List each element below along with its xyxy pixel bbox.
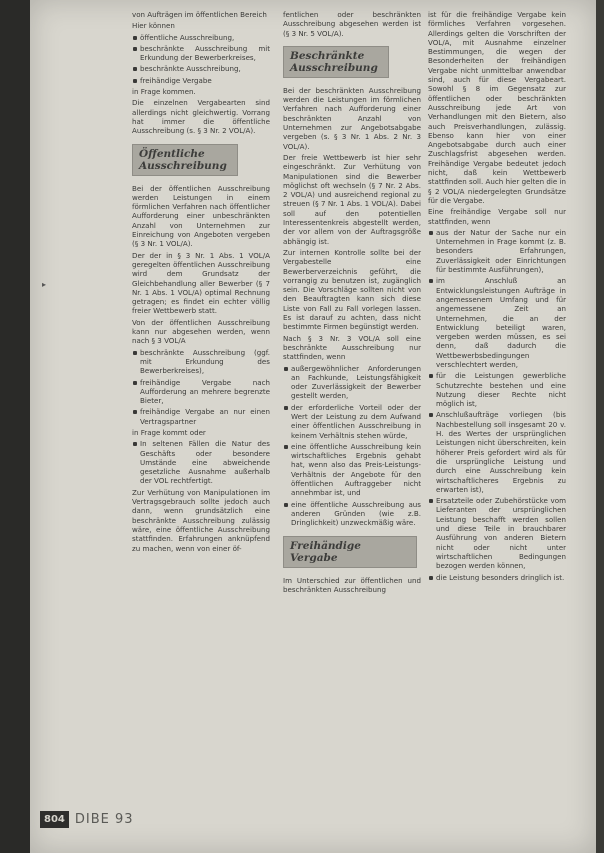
page-number: 804 [40, 811, 69, 828]
list-item: eine öffentliche Ausschreibung kein wirtschaftliches Ergebnis gehabt hat, wenn also das Preis-Leistungs-Verhältnis der Angebote für den öffentlichen Auftraggeber nicht annehmbar ist, und [283, 442, 421, 498]
paragraph: ist für die freihändige Vergabe kein förmliches Verfahren vorgesehen. Allerdings gelten die Vorschriften der VOL/A, mit Ausnahme einzelner Bestimmungen, die wegen der Besonderheiten der freihändigen Vergabe nicht unmittelbar anwendbar sind, auch für diese Vergabeart. Sowohl § 8 im Gegensatz zur öffentlichen oder beschränkten Ausschreibung jede Art von Verhandlungen mit den Bietern, also auch Preisverhandlungen, zulässig. Ebenso kann hier von einer Angebotsabgabe durch auch einer Zuschlagsfrist abgesehen werden. Freihändige Vergabe bedeutet jedoch nicht, daß kein Wettbewerb stattfinden soll. Auch hier gelten die in § 2 VOL/A niedergelegten Grundsätze für die Vergabe. [428, 10, 566, 205]
paragraph: Bei der öffentlichen Ausschreibung werden Leistungen in einem förmlichen Verfahren nach öffentlicher Aufforderung einer unbeschränkten Anzahl von Unternehmen zur Einreichung von Angeboten vergeben (§ 3 Nr. 1 VOL/A). [132, 183, 270, 249]
list-item: im Anschluß an Entwicklungsleistungen Aufträge in angemessenem Umfang und für angemessene Zeit an Unternehmen, die an der Entwicklung beteiligt waren, vergeben werden müssen, es sei denn, daß dadurch die Wettbewerbsbedingungen verschlechtert werden, [428, 276, 566, 369]
paragraph: Der der in § 3 Nr. 1 Abs. 1 VOL/A geregelten öffentlichen Ausschreibung wird dem Grundsatz der Gleichbehandlung aller Bewerber (§ 7 Nr. 1 Abs. 1 VOL/A) optimal Rechnung getragen; es findet ein echter völlig freier Wettbewerb statt. [132, 250, 270, 316]
bullet-list [283, 364, 421, 528]
list-item: für die Leistungen gewerbliche Schutzrechte bestehen und eine Nutzung dieser Rechte nicht möglich ist, [428, 371, 566, 408]
scan-right-edge [596, 0, 604, 853]
paragraph: fentlichen oder beschränkten Ausschreibung abgesehen werden ist (§ 3 Nr. 5 VOL/A). [283, 10, 421, 38]
paragraph: Die einzelnen Vergabearten sind allerdings nicht gleichwertig. Vorrang hat immer die öffentliche Ausschreibung (s. § 3 Nr. 2 VOL/A). [132, 98, 270, 136]
paragraph: Von der öffentlichen Ausschreibung kann nur abgesehen werden, wenn nach § 3 VOL/A [132, 317, 270, 346]
margin-mark: ▸ [42, 280, 47, 289]
paragraph: in Frage kommen. [132, 87, 196, 97]
bullet-list [132, 348, 270, 426]
page-footer [40, 810, 134, 828]
paragraph: von Aufträgen im öffentlichen Bereich [132, 10, 267, 19]
paragraph: Nach § 3 Nr. 3 VOL/A soll eine beschränkte Ausschreibung nur stattfinden, wenn [283, 333, 421, 362]
bullet-list [132, 33, 270, 85]
section-heading: Beschränkte Ausschreibung [283, 46, 389, 78]
list-item: eine öffentliche Ausschreibung aus anderen Gründen (wie z.B. Dringlichkeit) unzweckmäßig wäre. [283, 500, 421, 528]
journal-name: DIBE 93 [74, 811, 134, 827]
paragraph: Im Unterschied zur öffentlichen und beschränkten Ausschreibung [283, 575, 421, 594]
bullet-list [428, 228, 566, 582]
paragraph: Zur internen Kontrolle sollte bei der Vergabestelle eine Bewerberverzeichnis geführt, die vorrangig zu benutzen ist, zugänglich sein. Die Vorschläge sollten nicht von den Beauftragten kann sich diese Liste von Fall zu Fall vorlegen lassen. Es ist darauf zu achten, dass nicht bestimmte Firmen begünstigt werden. [283, 247, 421, 332]
paragraph: Hier können [132, 21, 175, 31]
list-item: beschränkte Ausschreibung mit Erkundung der Bewerberkreises, [132, 44, 270, 63]
list-item: freihändige Vergabe [132, 76, 270, 85]
section-heading: Freihändige Vergabe [283, 536, 417, 568]
list-item: freihändige Vergabe nach Aufforderung an mehrere begrenzte Bieter, [132, 378, 270, 406]
list-item: Ersatzteile oder Zubehörstücke vom Lieferanten der ursprünglichen Leistung beschafft werden sollen und diese Teile in brauchbarer Ausführung von anderen Bietern nicht oder nicht unter wirtschaftlichen Bedingungen bezogen werden können, [428, 496, 566, 570]
section-heading: Öffentliche Ausschreibung [132, 144, 238, 176]
list-item: der erforderliche Vorteil oder der Wert der Leistung zu dem Aufwand einer öffentlichen Ausschreibung in keinem Verhältnis stehen würde, [283, 403, 421, 440]
list-item: aus der Natur der Sache nur ein Unternehmen in Frage kommt (z. B. besonders Erfahrungen, Zuverlässigkeit oder Einrichtungen für bestimmte Ausführungen), [428, 228, 566, 274]
list-item: Anschlußaufträge vorliegen (bis Nachbestellung soll insgesamt 20 v. H. des Wertes der ursprünglichen Leistungen nicht überschreiten, kein höherer Preis gefordert wird als für die ursprüngliche Leistung und durch eine Ausschreibung kein wirtschaftlicheres Ergebnis zu erwarten ist), [428, 410, 566, 494]
paragraph: Eine freihändige Vergabe soll nur stattfinden, wenn [428, 207, 566, 226]
list-item: freihändige Vergabe an nur einen Vertragspartner [132, 407, 270, 426]
list-item: die Leistung besonders dringlich ist. [428, 573, 566, 582]
text-column-2 [283, 10, 421, 596]
text-column-3 [428, 10, 566, 584]
text-column-1 [132, 10, 270, 555]
paragraph: in Frage kommt oder [132, 427, 206, 437]
bullet-list [132, 439, 270, 485]
paragraph: Bei der beschränkten Ausschreibung werden die Leistungen im förmlichen Verfahren nach Aufforderung einer beschränkten Anzahl von Unternehmen zur Angebotsabgabe vergeben (s. § 3 Nr. 1 Abs. 2 Nr. 3 VOL/A). [283, 85, 421, 151]
paragraph: Der freie Wettbewerb ist hier sehr eingeschränkt. Zur Verhütung von Manipulationen sind die Bewerber möglichst oft wechseln (§ 7 Nr. 2 Abs. 2 VOL/A) und ausreichend regional zu streuen (§ 7 Nr. 1 Abs. 1 VOL/A). Dabei soll auf den potentiellen Interessentenkreis abgestellt werden, der vor allem von der Auftragsgröße abhängig ist. [283, 152, 421, 246]
scan-left-edge [0, 0, 30, 853]
list-item: In seltenen Fällen die Natur des Geschäfts oder besondere Umstände eine abweichende gesetzliche Ausnahme außerhalb der VOL rechtfertigt. [132, 439, 270, 485]
list-item: öffentliche Ausschreibung, [132, 33, 270, 42]
list-item: außergewöhnlicher Anforderungen an Fachkunde, Leistungsfähigkeit oder Zuverlässigkeit der Bewerber gestellt werden, [283, 364, 421, 401]
list-item: beschränkte Ausschreibung, [132, 64, 270, 73]
list-item: beschränkte Ausschreibung (ggf. mit Erkundung des Bewerberkreises), [132, 348, 270, 376]
paragraph: Zur Verhütung von Manipulationen im Vertragsgebrauch sollte jedoch auch dann, wenn grundsätzlich eine beschränkte Ausschreibung zulässig wäre, eine öffentliche Ausschreibung stattfinden. Erfahrungen anknüpfend zu machen, wenn von einer öf- [132, 487, 270, 553]
